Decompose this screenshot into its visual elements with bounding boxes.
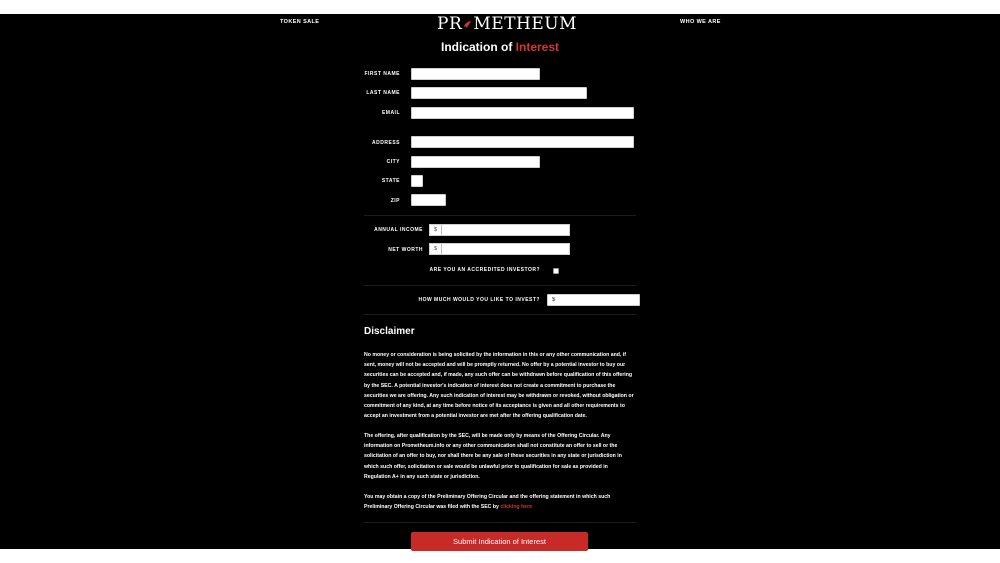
title-accent: Interest — [515, 40, 560, 54]
page-title — [0, 40, 1000, 54]
last-name-label: LAST NAME — [366, 90, 400, 96]
section-divider — [364, 314, 636, 315]
net-worth-input[interactable] — [442, 244, 569, 254]
title-prefix: Indication of — [440, 40, 513, 54]
first-name-field[interactable] — [411, 68, 540, 80]
state-field[interactable] — [411, 175, 423, 187]
invest-amount-field[interactable] — [547, 294, 640, 306]
zip-field[interactable] — [411, 194, 446, 206]
accredited-investor-label: ARE YOU AN ACCREDITED INVESTOR? — [429, 267, 540, 273]
currency-prefix: $ — [430, 225, 442, 235]
section-divider — [364, 215, 636, 216]
email-label: EMAIL — [381, 110, 400, 116]
email-field[interactable] — [411, 107, 634, 119]
nav-who-we-are-link[interactable]: WHO WE ARE — [680, 19, 721, 25]
flame-logo-icon — [463, 18, 472, 31]
disclaimer-paragraph-3-text: You may obtain a copy of the Preliminary Offering Circular and the offering statement in which such Preliminary Offering Circular was filed with the SEC by — [364, 494, 611, 511]
last-name-field[interactable] — [411, 87, 587, 99]
accredited-investor-checkbox[interactable] — [553, 268, 559, 274]
disclaimer-title: Disclaimer — [364, 326, 415, 337]
submit-button[interactable]: Submit Indication of Interest — [411, 532, 588, 551]
logo-text-right: METHEUM — [473, 14, 577, 34]
clicking-here-link[interactable]: clicking here — [500, 504, 533, 511]
nav-token-sale-link[interactable]: TOKEN SALE — [280, 19, 320, 25]
annual-income-input[interactable] — [442, 225, 569, 235]
prometheum-logo[interactable] — [437, 15, 577, 33]
logo-text-left: PR — [437, 14, 463, 34]
currency-prefix: $ — [430, 244, 442, 254]
city-field[interactable] — [411, 156, 540, 168]
disclaimer-paragraph-3 — [364, 492, 636, 512]
annual-income-label: ANNUAL INCOME — [374, 227, 423, 233]
city-label: CITY — [386, 159, 400, 165]
first-name-label: FIRST NAME — [364, 71, 400, 77]
page-background — [0, 14, 1000, 549]
disclaimer-paragraph-2: The offering, after qualification by the SEC, will be made only by means of the Offering Circular. Any information on Prometheum.info or any other communication shall not constitute an offer to sell or the solicitation of an offer to buy, nor shall there be any sale of these securities in any state or jurisdiction in which such offer, solicitation or sale would be unlawful prior to qualification for sale as provided in Regulation A+ in any such state or jurisdiction. — [364, 433, 622, 480]
net-worth-field[interactable] — [429, 243, 570, 255]
section-divider — [364, 285, 636, 286]
net-worth-label: NET WORTH — [388, 247, 423, 253]
invest-amount-label: HOW MUCH WOULD YOU LIKE TO INVEST? — [418, 297, 540, 303]
annual-income-field[interactable] — [429, 224, 570, 236]
zip-label: ZIP — [390, 198, 400, 204]
section-divider — [364, 522, 636, 523]
address-field[interactable] — [411, 136, 634, 148]
state-label: STATE — [381, 178, 400, 184]
disclaimer-paragraph-1: No money or consideration is being solicited by the information in this or any other communication and, if sent, money will not be accepted and will be promptly returned. No offer by a potential investor to buy our securities can be accepted and, if made, any such offer can be withdrawn before qualification of this offering by the SEC. A potential investor's indication of interest does not create a commitment to purchase the securities we are offering. Any such indication of interest may be withdrawn or revoked, without obligation or commitment of any kind, at any time before notice of its acceptance is given and all other requirements to accept an investment from a potential investor are met after the offering qualification date. — [364, 352, 634, 420]
address-label: ADDRESS — [372, 140, 400, 146]
